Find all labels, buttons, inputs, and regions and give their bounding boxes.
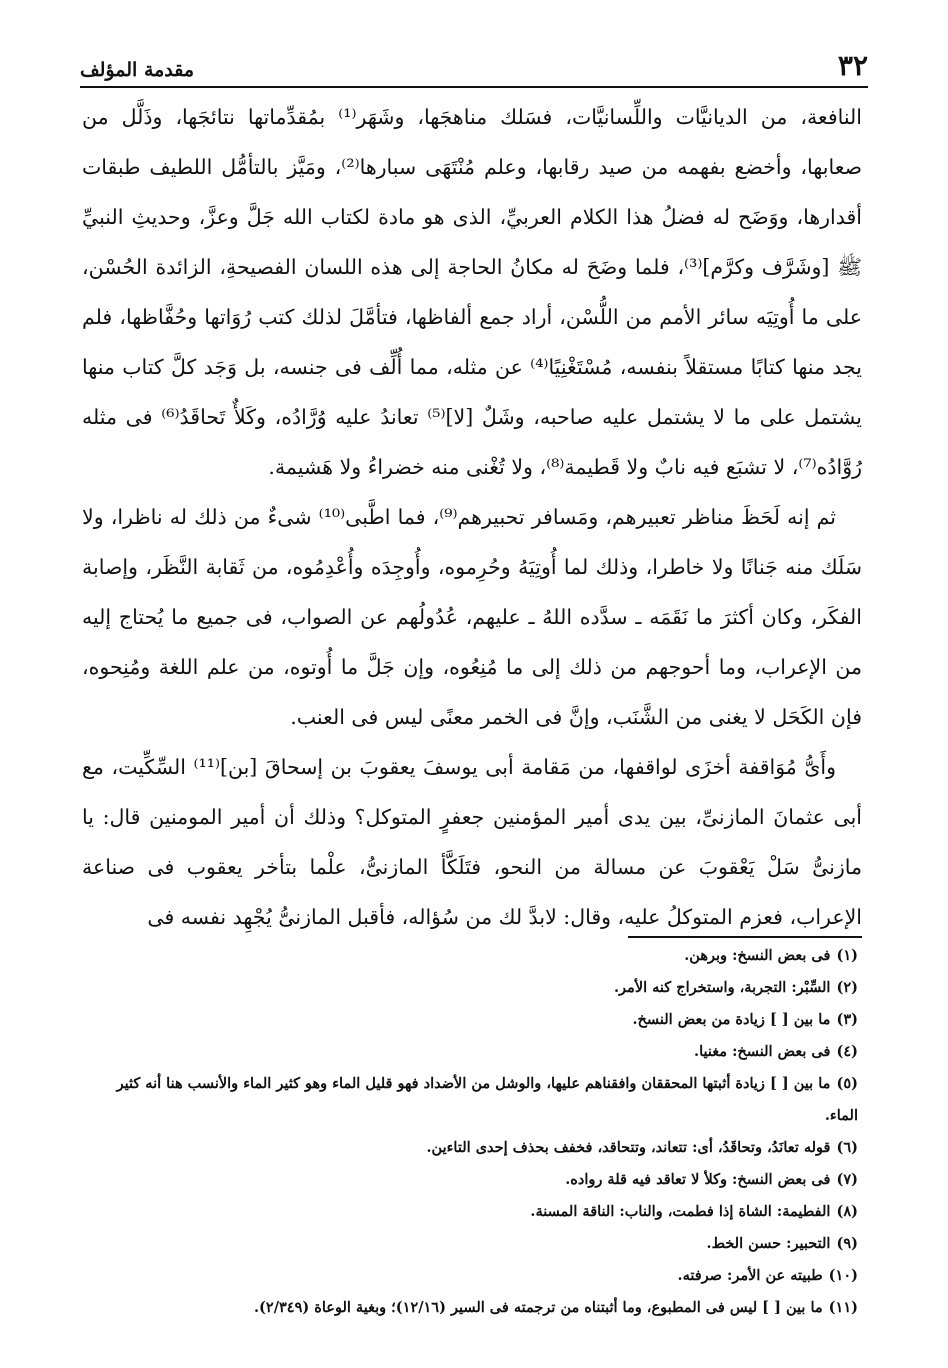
footnote-number: (٦) (836, 1139, 858, 1156)
footnote-1 (86, 940, 858, 972)
footnote-number: (٧) (836, 1171, 858, 1188)
footnote-text: ما بين [ ] زيادة أثبتها المحققان وافقناهم عليها، والوشل من الأضداد فهو قليل الماء وهو كثير الماء والأنسب هنا أنه كثير الماء. (116, 1075, 858, 1124)
footnote-4 (86, 1036, 858, 1068)
footnote-5 (86, 1068, 858, 1132)
main-text (82, 92, 862, 942)
footnote-7 (86, 1164, 858, 1196)
paragraph-3: وأَىُّ مُوَاقفة أخزَى لواقفها، من مَقامة أبى يوسفَ يعقوبَ بن إسحاقَ [بن]⁽¹¹⁾ السِّكِّيت، مع أبى عثمانَ المازنىِّ، بين يدى أمير المؤمنين جعفرٍ المتوكل؟ وذلك أن أمير المومنين قال: يا مازنىُّ سَلْ يَعْقوبَ عن مسالة من النحو، فتَلَكَّأ المازنىُّ، علْما بتأخر يعقوب فى صناعة الإعراب، فعزم المتوكلُ عليه، وقال: لابدَّ لك من سُؤاله، فأقبل المازنىُّ يُجْهِد نفسه فى (82, 755, 862, 929)
footnote-separator (628, 936, 862, 938)
footnote-number: (٤) (836, 1043, 858, 1060)
footnote-9 (86, 1228, 858, 1260)
footnotes-list (86, 940, 858, 1324)
footnote-number: (٣) (836, 1011, 858, 1028)
footnote-text: فى بعض النسخ: وكلأ لا تعاقد فيه قلة رواده. (565, 1171, 831, 1188)
footnote-number: (٩) (836, 1235, 858, 1252)
footnote-number: (٥) (836, 1075, 858, 1092)
paragraph-2: ثم إنه لَحَظَ مناظر تعبيرهم، ومَسافر تحبيرهم⁽⁹⁾، فما اطَّبى⁽¹⁰⁾ شىءٌ من ذلك له ناظرا، ولا سَلَك منه جَنانًا ولا خاطرا، وذلك لما أُوتِيَهُ وحُرِموه، وأُوجِدَه وأُعْدِمُوه، من ثَقابة النَّظَر، وإصابة الفكَر، وكان أكثرَ ما نَقَمَه ـ سدَّده اللهُ ـ عليهم، عُدُولُهم عن الصواب، فى جميع ما يُحتاج إليه من الإعراب، وما أحوجهم من ذلك إلى ما مُنِعُوه، وإن جَلَّ ما أُوتوه، من علم اللغة ومُنِحوه، فإن الكَحَل لا يغنى من الشَّنَب، وإنَّ فى الخمر معنًى ليس فى العنب. (82, 505, 862, 729)
footnote-number: (١١) (828, 1299, 858, 1316)
footnote-text: فى بعض النسخ: وبرهن. (684, 947, 831, 964)
footnote-8 (86, 1196, 858, 1228)
footnote-text: الفطيمة: الشاة إذا فطمت، والناب: الناقة المسنة. (530, 1203, 831, 1220)
footnote-text: طبيته عن الأمر: صرفته. (677, 1267, 823, 1284)
footnote-text: ما بين [ ] ليس فى المطبوع، وما أثبتناه من ترجمته فى السير (١٢/١٦)؛ وبغية الوعاة (٢/٣٤٩). (254, 1299, 823, 1316)
footnote-text: السِّبْر: التجربة، واستخراج كنه الأمر. (614, 979, 831, 996)
footnote-2 (86, 972, 858, 1004)
paragraph-1: النافعة، من الديانيَّات واللِّسانيَّات، فسَلك مناهجَها، وشَهَر⁽¹⁾ بمُقدِّماتها نتائجَها، وذَلَّل من صعابها، وأخضع بفهمه من صيد رقابها، وعلم مُنْتَهَى سبارها⁽²⁾، ومَيَّز بالتأمُّل اللطيف طبقات أقدارها، ووَضَح له فضلُ هذا الكلام العربيِّ، الذى هو مادة لكتاب الله جَلَّ وعزَّ، وحديثِ النبيِّ ﷺ [وشَرَّف وكرَّم]⁽³⁾، فلما وضَحَ له مكانُ الحاجة إلى هذه اللسان الفصيحةِ، الزائدة الحُسْن، على ما أُوتِيَه سائر الأمم من اللُّسْن، أراد جمع ألفاظها، فتأمَّلَ لذلك كتب رُوَاتها وحُفَّاظها، فلم يجد منها كتابًا مستقلاً بنفسه، مُسْتَغْنِيًا⁽⁴⁾ عن مثله، مما أُلِّف فى جنسه، بل وَجَد كلَّ كتاب منها يشتمل على ما لا يشتمل عليه صاحبه، وشَلٌ [لا]⁽⁵⁾ تعاندُ عليه وُرَّادُه، وكَلأٌ تَحاقَدُ⁽⁶⁾ فى مثله رُوَّادُه⁽⁷⁾، لا تشبَع فيه نابٌ ولا قَطيمة⁽⁸⁾، ولا تُغْنى منه خضراءُ ولا هَشيمة. (82, 105, 862, 479)
footnote-text: التحبير: حسن الخط. (706, 1235, 831, 1252)
footnote-3 (86, 1004, 858, 1036)
page-header (80, 36, 868, 88)
footnote-6 (86, 1132, 858, 1164)
footnote-number: (١) (836, 947, 858, 964)
footnote-text: فى بعض النسخ: مغنيا. (694, 1043, 831, 1060)
footnote-10 (86, 1260, 858, 1292)
footnote-text: ما بين [ ] زيادة من بعض النسخ. (632, 1011, 831, 1028)
page-number: ٣٢ (837, 49, 868, 82)
footnote-number: (٢) (836, 979, 858, 996)
footnote-number: (١٠) (828, 1267, 858, 1284)
footnote-text: قوله تعانَدُ، وتحاقَدُ، أى: تتعاند، وتتحاقد، فخفف بحذف إحدى التاءين. (426, 1139, 831, 1156)
footnote-11 (86, 1292, 858, 1324)
footnote-number: (٨) (836, 1203, 858, 1220)
running-title: مقدمة المؤلف (80, 59, 195, 81)
